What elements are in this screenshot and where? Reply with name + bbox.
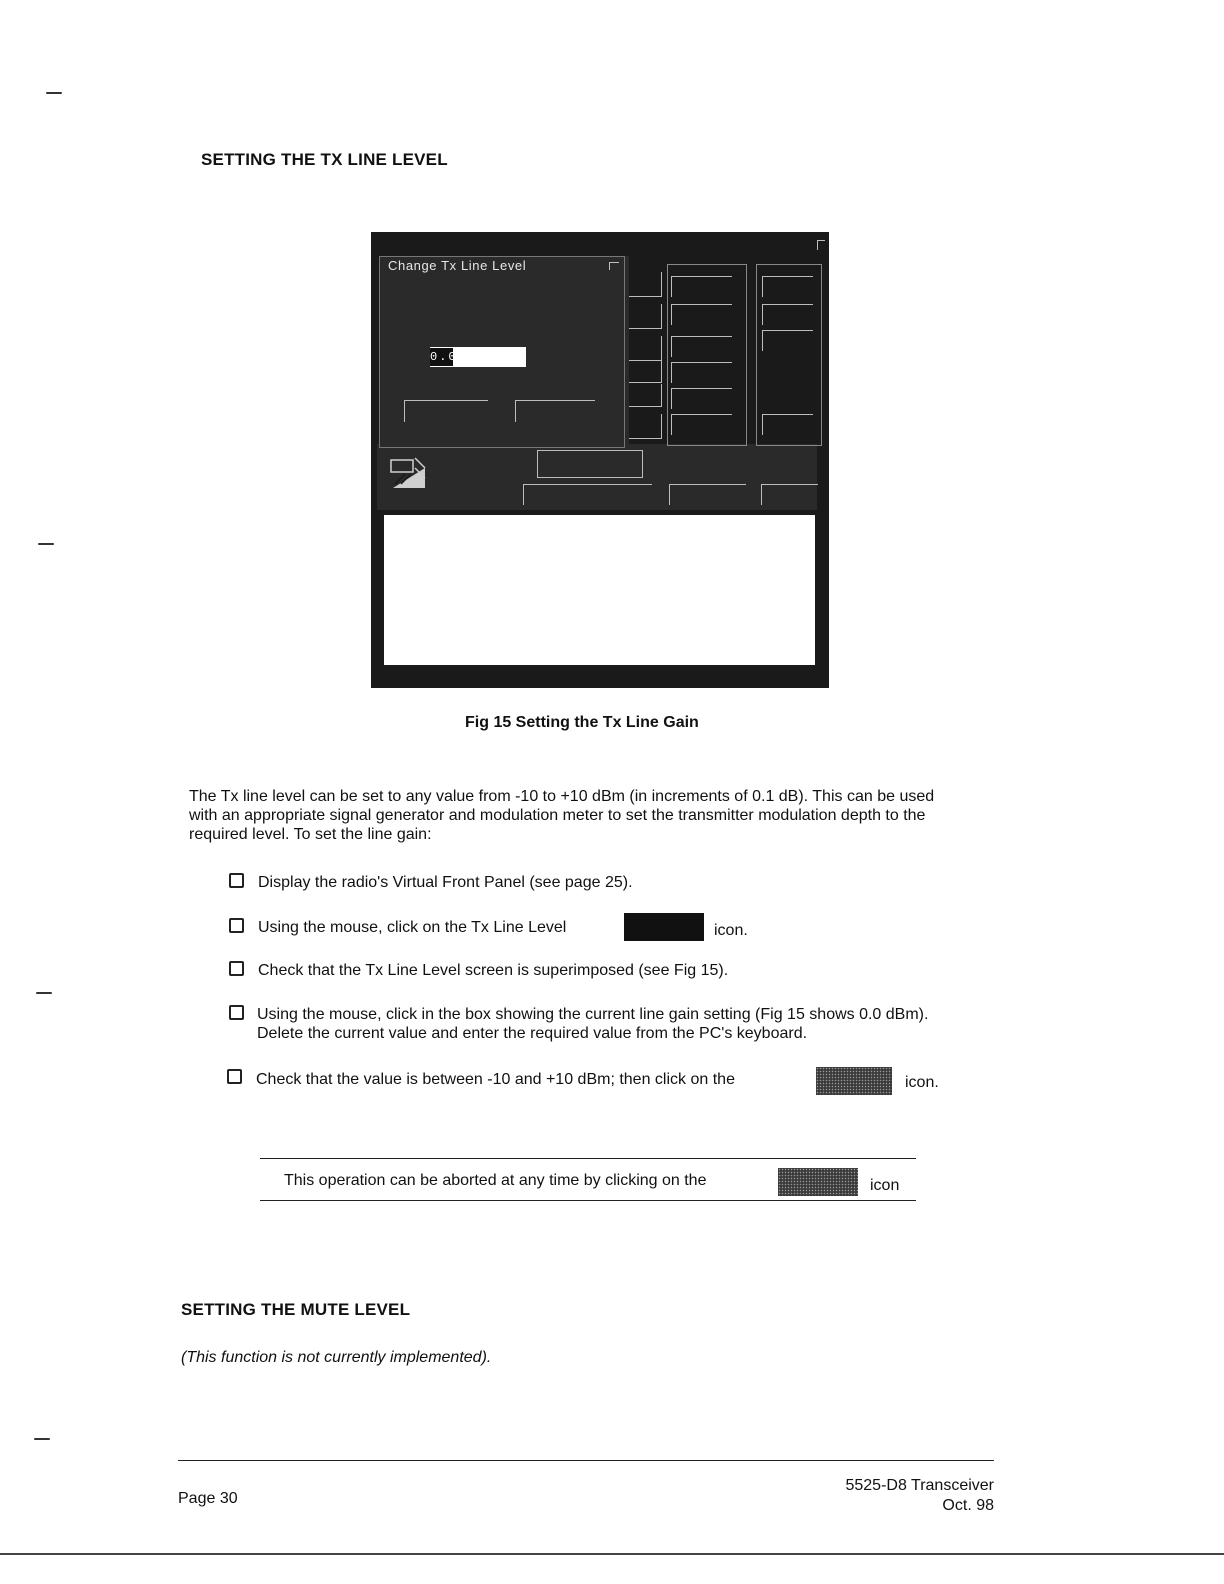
step-5-suffix: icon. — [905, 1074, 939, 1091]
figure-right-field-3 — [762, 330, 813, 351]
figure-dialog-button-right-v — [515, 400, 516, 422]
note-rule-bottom — [260, 1200, 916, 1201]
checkbox-step-4 — [229, 1005, 244, 1020]
figure-line-level-value: 0.0 — [430, 350, 458, 364]
step-4-text — [257, 1005, 1017, 1043]
note-text: This operation can be aborted at any time by clicking on the — [284, 1172, 707, 1189]
figure-right-field-4 — [762, 414, 813, 435]
figure-bracket-4 — [629, 360, 662, 383]
figure-dialog-button-left-v — [404, 400, 405, 422]
step-4-line-2: Delete the current value and enter the required value from the PC's keyboard. — [257, 1025, 808, 1042]
step-1-text: Display the radio's Virtual Front Panel (see page 25). — [258, 874, 633, 891]
figure-app-icon — [389, 454, 429, 492]
figure-dialog-button-left[interactable] — [404, 400, 488, 401]
section-heading-tx-line-level: SETTING THE TX LINE LEVEL — [201, 150, 448, 169]
intro-line-1: The Tx line level can be set to any value from -10 to +10 dBm (in increments of 0.1 dB). This can be used — [189, 788, 935, 805]
figure-lower-field-1 — [523, 484, 652, 505]
figure-bracket-3 — [629, 336, 662, 361]
step-2-text: Using the mouse, click on the Tx Line Level — [258, 919, 567, 936]
figure-right-field-2 — [762, 304, 813, 325]
figure-lower-box — [537, 450, 643, 478]
margin-mark-2 — [38, 543, 54, 545]
mute-level-note: (This function is not currently implemented). — [181, 1349, 492, 1366]
figure-lower-field-2 — [669, 484, 746, 505]
note-suffix: icon — [870, 1177, 900, 1194]
footer-rule — [178, 1460, 994, 1461]
footer-product: 5525-D8 Transceiver — [845, 1477, 994, 1494]
checkbox-step-3 — [229, 961, 244, 976]
figure-field-5 — [671, 388, 732, 409]
figure-field-1 — [671, 276, 732, 297]
tx-line-level-icon — [624, 913, 704, 941]
ok-icon — [816, 1067, 892, 1095]
figure-output-area — [384, 515, 815, 665]
figure-bracket-1 — [629, 272, 662, 297]
figure-bracket-2 — [629, 304, 662, 329]
step-2-suffix: icon. — [714, 922, 748, 939]
checkbox-step-5 — [227, 1069, 242, 1084]
intro-line-3: required level. To set the line gain: — [189, 826, 432, 843]
step-4-line-1: Using the mouse, click in the box showing the current line gain setting (Fig 15 shows 0.0 dBm). — [257, 1006, 929, 1023]
figure-dialog-title: Change Tx Line Level — [388, 258, 527, 273]
intro-line-2: with an appropriate signal generator and modulation meter to set the transmitter modulation depth to the — [189, 807, 926, 824]
figure-dialog-close-mark — [609, 262, 619, 263]
figure-bracket-5 — [629, 384, 662, 407]
step-3-text: Check that the Tx Line Level screen is superimposed (see Fig 15). — [258, 962, 729, 979]
figure-dialog-close-mark-v — [609, 262, 610, 270]
figure-line-level-input[interactable] — [430, 347, 526, 367]
figure-lower-field-3 — [761, 484, 818, 505]
checkbox-step-2 — [229, 918, 244, 933]
figure-corner-mark — [817, 240, 825, 241]
figure-field-2 — [671, 304, 732, 325]
figure-field-6 — [671, 414, 732, 435]
note-rule-top — [260, 1158, 916, 1159]
step-5-text: Check that the value is between -10 and +10 dBm; then click on the — [256, 1071, 735, 1088]
figure-field-4 — [671, 362, 732, 383]
figure-bracket-6 — [629, 414, 662, 439]
footer-page-number: Page 30 — [178, 1490, 238, 1507]
margin-mark-1 — [46, 92, 62, 94]
abort-icon — [778, 1168, 858, 1196]
checkbox-step-1 — [229, 873, 244, 888]
section-heading-mute-level: SETTING THE MUTE LEVEL — [181, 1300, 411, 1319]
scan-bottom-edge — [0, 1553, 1224, 1555]
figure-right-field-1 — [762, 276, 813, 297]
figure-field-3 — [671, 336, 732, 357]
figure-caption: Fig 15 Setting the Tx Line Gain — [465, 714, 699, 731]
figure-corner-mark-v — [817, 240, 818, 250]
intro-paragraph — [189, 787, 1029, 844]
margin-mark-3 — [36, 992, 52, 994]
figure-dialog-button-right[interactable] — [515, 400, 595, 401]
margin-mark-4 — [34, 1438, 50, 1440]
footer-date: Oct. 98 — [942, 1497, 994, 1514]
